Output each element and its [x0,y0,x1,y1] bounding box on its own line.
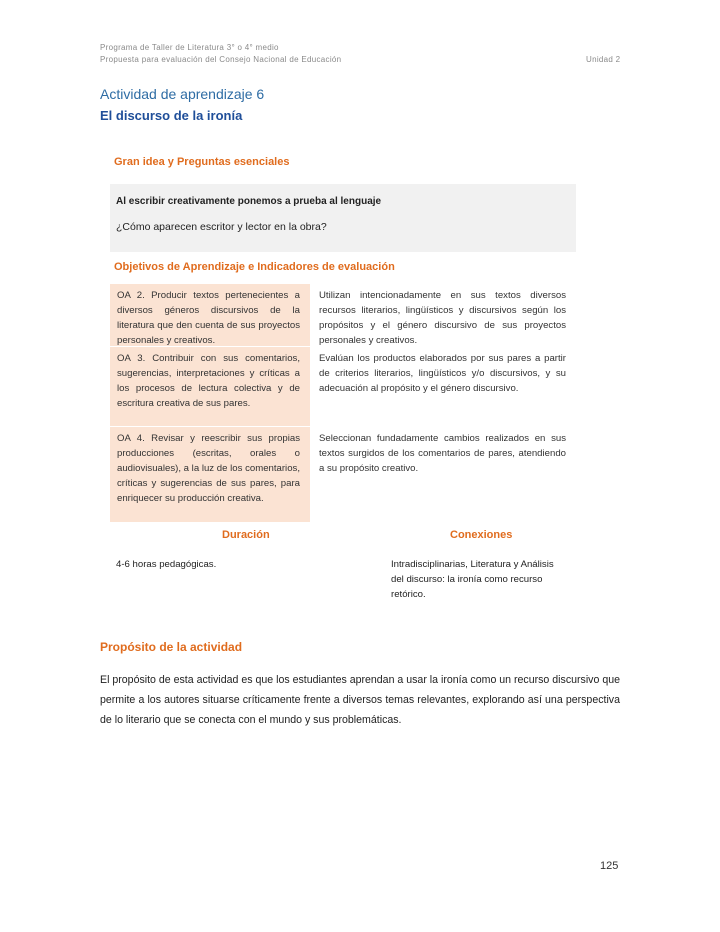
row-divider [110,426,576,427]
indicator-3-text: Evalúan los productos elaborados por sus pares a partir de criterios literarios, lingüísticos y/o discursivos, y su adecuación al propósito y el género discursivo. [319,353,566,394]
activity-title: El discurso de la ironía [100,108,243,123]
indicator-4-text: Seleccionan fundadamente cambios realizados en sus textos surgidos de los comentarios de pares, atendiendo a su propósito creativo. [319,433,566,474]
header-unit: Unidad 2 [586,55,621,64]
objectives-heading: Objetivos de Aprendizaje e Indicadores de evaluación [114,261,395,273]
duration-heading: Duración [222,529,270,541]
page-number: 125 [600,860,619,872]
big-idea-box [110,184,576,252]
purpose-text: El propósito de esta actividad es que los estudiantes aprendan a usar la ironía como un recurso discursivo que permite a los autores situarse críticamente frente a diversos temas relevantes, explorando así una perspectiva de lo literario que se conecta con el mundo y sus problemáticas. [100,674,620,726]
big-idea-heading: Gran idea y Preguntas esenciales [114,156,290,168]
connections-heading: Conexiones [450,529,513,541]
connections-value: Intradisciplinarias, Literatura y Análisis del discurso: la ironía como recurso retórico. [391,559,554,600]
oa-4-text: OA 4. Revisar y reescribir sus propias producciones (escritas, orales o audiovisuales), a la luz de los comentarios, críticas y sugerencias de sus pares, para enriquecer su producción creativa. [117,433,300,504]
oa-3-text: OA 3. Contribuir con sus comentarios, sugerencias, interpretaciones y críticas a los procesos de lectura colectiva y de escritura creativa de sus pares. [117,353,300,409]
indicator-2-text: Utilizan intencionadamente en sus textos diversos recursos literarios, lingüísticos y discursivos según los propósitos y el género discursivo de sus proyectos personales y creativos. [319,290,566,346]
activity-label: Actividad de aprendizaje 6 [100,86,265,102]
purpose-heading: Propósito de la actividad [100,640,243,654]
duration-value: 4-6 horas pedagógicas. [116,559,217,570]
header-proposal: Propuesta para evaluación del Consejo Nacional de Educación [100,55,342,64]
header-program: Programa de Taller de Literatura 3° o 4° medio [100,43,279,52]
oa-2-text: OA 2. Producir textos pertenecientes a diversos géneros discursivos de la literatura que den cuenta de sus proyectos personales y creativos. [117,290,300,346]
row-divider [110,346,576,347]
big-idea-statement: Al escribir creativamente ponemos a prueba al lenguaje [116,196,382,207]
big-idea-question: ¿Cómo aparecen escritor y lector en la obra? [116,221,327,233]
